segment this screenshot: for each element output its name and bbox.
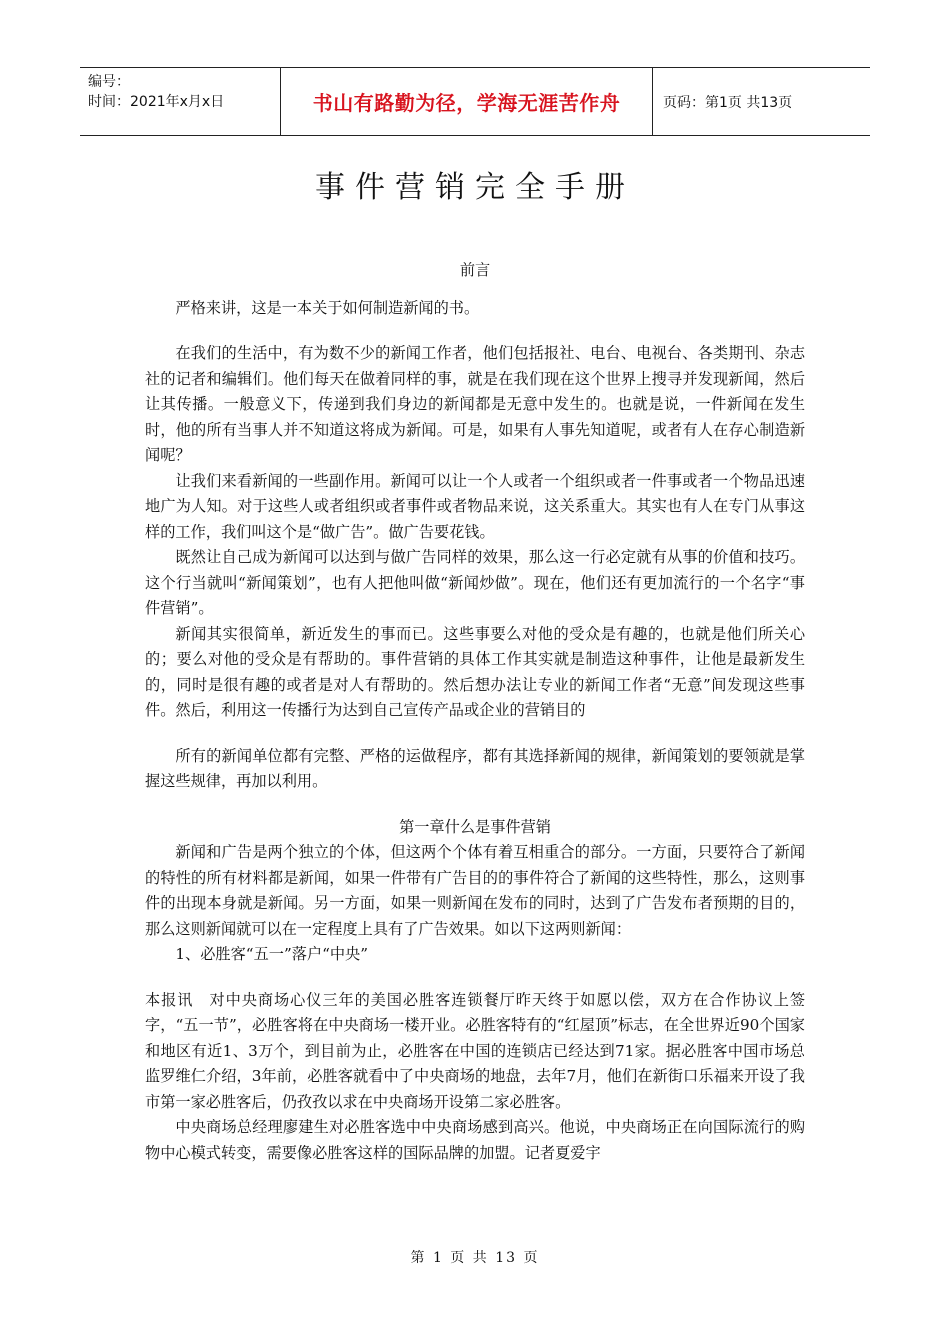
document-title: 事件营销完全手册 (315, 170, 635, 205)
document-body (145, 258, 805, 1166)
header-page-cell (653, 68, 870, 135)
document-date-label: 时间：2021年x月x日 (88, 94, 225, 110)
preface-heading: 前言 (459, 261, 491, 279)
paragraph: 在我们的生活中，有为数不少的新闻工作者，他们包括报社、电台、电视台、各类期刊、杂志社的记者和编辑们。他们每天在做着同样的事，就是在我们现在这个世界上搜寻并发现新闻，然后让其传播。一般意义下，传递到我们身边的新闻都是无意中发生的。也就是说，一件新闻在发生时，他的所有当事人并不知道这将成为新闻。可是，如果有人事先知道呢，或者有人在存心制造新闻呢？ (145, 344, 805, 464)
document-number-label: 编号： (88, 74, 130, 90)
paragraph: 既然让自己成为新闻可以达到与做广告同样的效果，那么这一行必定就有从事的价值和技巧。这个行当就叫“新闻策划”，也有人把他叫做“新闻炒做”。现在，他们还有更加流行的一个名字“事件营销”。 (145, 548, 805, 617)
header-page-info: 页码：第1页 共13页 (663, 94, 793, 111)
paragraph: 所有的新闻单位都有完整、严格的运做程序，都有其选择新闻的规律，新闻策划的要领就是掌握这些规律，再加以利用。 (145, 746, 805, 790)
paragraph: 中央商场总经理廖建生对必胜客选中中央商场感到高兴。他说，中央商场正在向国际流行的购物中心模式转变，需要像必胜客这样的国际品牌的加盟。记者夏爱宇 (145, 1118, 805, 1162)
header-motto: 书山有路勤为径，学海无涯苦作舟 (312, 91, 621, 115)
paragraph: 新闻和广告是两个独立的个体，但这两个个体有着互相重合的部分。一方面，只要符合了新闻的特性的所有材料都是新闻，如果一件带有广告目的的事件符合了新闻的这些特性，那么，这则事件的出现本身就是新闻。另一方面，如果一则新闻在发布的同时，达到了广告发布者预期的目的，那么这则新闻就可以在一定程度上具有了广告效果。如以下这两则新闻： (145, 843, 805, 938)
paragraph: 让我们来看新闻的一些副作用。新闻可以让一个人或者一个组织或者一件事或者一个物品迅速地广为人知。对于这些人或者组织或者事件或者物品来说，这关系重大。其实也有人在专门从事这样的工作，我们叫这个是“做广告”。做广告要花钱。 (145, 471, 805, 541)
news-item-heading: 1、必胜客“五一”落户“中央” (175, 945, 368, 963)
paragraph: 本报讯 对中央商场心仪三年的美国必胜客连锁餐厅昨天终于如愿以偿，双方在合作协议上签字，“五一节”，必胜客将在中央商场一楼开业。必胜客特有的“红屋顶”标志，在全世界近90个国家和地区有近1、3万个，到目前为止，必胜客在中国的连锁店已经达到71家。据必胜客中国市场总监罗维仁介绍，3年前，必胜客就看中了中央商场的地盘，去年7月，他们在新街口乐福来开设了我市第一家必胜客后，仍孜孜以求在中央商场开设第二家必胜客。 (145, 990, 805, 1111)
header-table (80, 67, 870, 136)
header-info-cell (80, 68, 281, 135)
chapter-heading: 第一章什么是事件营销 (399, 817, 551, 836)
paragraph: 严格来讲，这是一本关于如何制造新闻的书。 (175, 298, 480, 317)
page-footer: 第 1 页 共 13 页 (410, 1250, 540, 1266)
paragraph: 新闻其实很简单，新近发生的事而已。这些事要么对他的受众是有趣的，也就是他们所关心的；要么对他的受众是有帮助的。事件营销的具体工作其实就是制造这种事件，让他是最新发生的，同时是很有趣的或者是对人有帮助的。然后想办法让专业的新闻工作者“无意”间发现这些事件。然后，利用这一传播行为达到自己宣传产品或企业的营销目的 (145, 624, 805, 719)
header-motto-cell (281, 68, 653, 135)
